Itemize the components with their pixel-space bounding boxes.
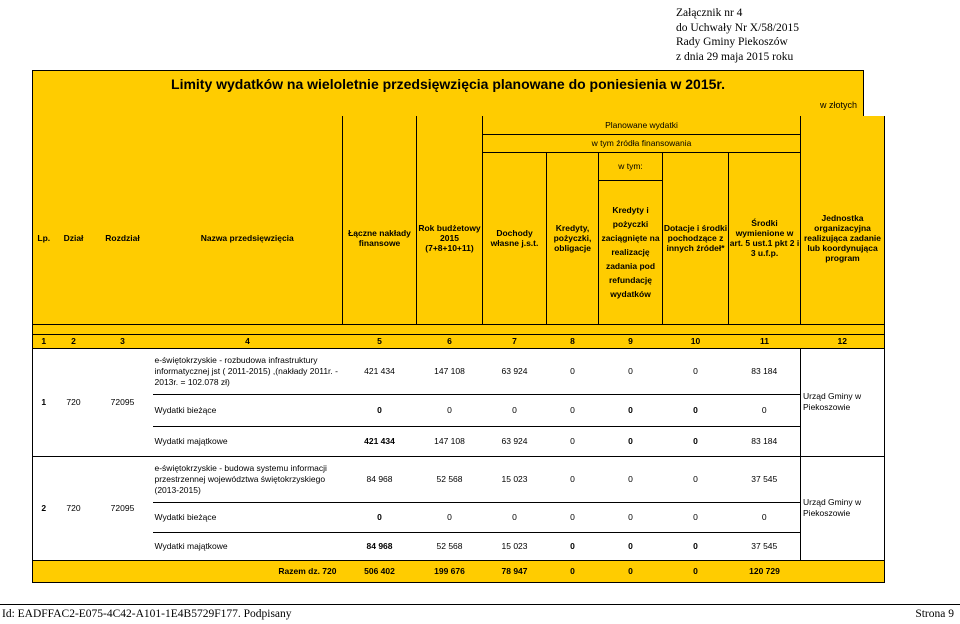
current-expenses-row <box>33 394 885 426</box>
total-kredyty-poz: 0 <box>599 560 663 582</box>
kredyty-poz-cell: 0 <box>599 348 663 394</box>
dzial-cell: 720 <box>55 348 93 456</box>
column-numbers-row <box>33 334 885 348</box>
laczne-cell: 421 434 <box>343 426 417 456</box>
sub-label: Wydatki majątkowe <box>153 426 343 456</box>
rok-cell: 0 <box>417 394 483 426</box>
attachment-note <box>676 6 876 64</box>
rok-cell: 147 108 <box>417 348 483 394</box>
col-dzial: Dział <box>55 152 93 324</box>
resolution-date: z dnia 29 maja 2015 roku <box>676 50 794 63</box>
title-band <box>32 70 864 96</box>
col-number: 7 <box>483 334 547 348</box>
project-row <box>33 456 885 502</box>
col-number: 2 <box>55 334 93 348</box>
dotacje-cell: 0 <box>663 426 729 456</box>
dochody-cell: 63 924 <box>483 348 547 394</box>
col-nazwa: Nazwa przedsięwzięcia <box>153 152 343 324</box>
footer-divider <box>0 604 960 605</box>
total-srodki: 120 729 <box>729 560 801 582</box>
col-w-tym: w tym: <box>599 152 663 180</box>
total-dotacje: 0 <box>663 560 729 582</box>
rozdzial-cell: 72095 <box>93 348 153 456</box>
col-number: 6 <box>417 334 483 348</box>
dochody-cell: 0 <box>483 502 547 532</box>
laczne-cell: 0 <box>343 394 417 426</box>
unit-band <box>32 96 864 116</box>
col-number: 3 <box>93 334 153 348</box>
document-id: Id: EADFFAC2-E075-4C42-A101-1E4B5729F177. Podpisany <box>2 608 292 620</box>
srodki-cell: 83 184 <box>729 426 801 456</box>
kredyty-poz-cell: 0 <box>599 394 663 426</box>
jednostka-cell: Urząd Gminy w Piekoszowie <box>801 456 885 560</box>
sub-label: Wydatki majątkowe <box>153 532 343 560</box>
unit-label: w złotych <box>819 100 857 110</box>
sub-label: Wydatki bieżące <box>153 502 343 532</box>
jednostka-cell: Urząd Gminy w Piekoszowie <box>801 348 885 456</box>
total-label: Razem dz. 720 <box>153 560 343 582</box>
kredyty-poz-cell: 0 <box>599 456 663 502</box>
rok-cell: 52 568 <box>417 532 483 560</box>
total-laczne: 506 402 <box>343 560 417 582</box>
funding-sources-header: w tym źródła finansowania <box>483 134 801 152</box>
srodki-cell: 83 184 <box>729 348 801 394</box>
total-kredyty: 0 <box>547 560 599 582</box>
kredyty-poz-cell: 0 <box>599 426 663 456</box>
col-rozdzial: Rozdział <box>93 152 153 324</box>
srodki-cell: 0 <box>729 502 801 532</box>
dochody-cell: 15 023 <box>483 456 547 502</box>
col-kredyty-pozyczki: Kredyty i pożyczki zaciągnięte na realizację zadania pod refundację wydatków <box>599 180 663 324</box>
kredyty-poz-cell: 0 <box>599 502 663 532</box>
project-name: e-świętokrzyskie - rozbudowa infrastruktury informatycznej jst ( 2011-2015) ,(nakłady 2011r. - 2013r. = 102.078 zł) <box>153 348 343 394</box>
dotacje-cell: 0 <box>663 502 729 532</box>
page-title: Limity wydatków na wieloletnie przedsięwzięcia planowane do poniesienia w 2015r. <box>171 76 725 92</box>
dochody-cell: 15 023 <box>483 532 547 560</box>
project-name: e-świętokrzyskie - budowa systemu informacji przestrzennej województwa świętokrzyskiego (2013-2015) <box>153 456 343 502</box>
dotacje-cell: 0 <box>663 348 729 394</box>
dochody-cell: 63 924 <box>483 426 547 456</box>
col-laczne: Łączne nakłady finansowe <box>343 152 417 324</box>
planned-expenses-header: Planowane wydatki <box>483 116 801 134</box>
property-expenses-row <box>33 426 885 456</box>
lp-cell: 2 <box>33 456 55 560</box>
col-lp: Lp. <box>33 152 55 324</box>
laczne-cell: 0 <box>343 502 417 532</box>
srodki-cell: 0 <box>729 394 801 426</box>
srodki-cell: 37 545 <box>729 456 801 502</box>
rok-cell: 52 568 <box>417 456 483 502</box>
sub-label: Wydatki bieżące <box>153 394 343 426</box>
col-dotacje: Dotacje i środki pochodzące z innych źródeł* <box>663 152 729 324</box>
lp-cell: 1 <box>33 348 55 456</box>
kredyty-cell: 0 <box>547 456 599 502</box>
kredyty-poz-cell: 0 <box>599 532 663 560</box>
dochody-cell: 0 <box>483 394 547 426</box>
col-number: 9 <box>599 334 663 348</box>
srodki-cell: 37 545 <box>729 532 801 560</box>
col-number: 8 <box>547 334 599 348</box>
col-dochody: Dochody własne j.s.t. <box>483 152 547 324</box>
col-number: 4 <box>153 334 343 348</box>
council-name: Rady Gminy Piekoszów <box>676 36 788 48</box>
property-expenses-row <box>33 532 885 560</box>
laczne-cell: 84 968 <box>343 456 417 502</box>
dotacje-cell: 0 <box>663 394 729 426</box>
rok-cell: 0 <box>417 502 483 532</box>
current-expenses-row <box>33 502 885 532</box>
dzial-cell: 720 <box>55 456 93 560</box>
resolution-number: do Uchwały Nr X/58/2015 <box>676 21 799 34</box>
laczne-cell: 84 968 <box>343 532 417 560</box>
page-number: Strona 9 <box>915 608 954 620</box>
col-jednostka: Jednostka organizacyjna realizująca zadanie lub koordynująca program <box>801 152 885 324</box>
limits-table <box>32 116 885 583</box>
kredyty-cell: 0 <box>547 502 599 532</box>
col-rok: Rok budżetowy 2015 (7+8+10+11) <box>417 152 483 324</box>
col-srodki: Środki wymienione w art. 5 ust.1 pkt 2 i 3 u.f.p. <box>729 152 801 324</box>
col-number: 5 <box>343 334 417 348</box>
total-row <box>33 560 885 582</box>
project-row <box>33 348 885 394</box>
laczne-cell: 421 434 <box>343 348 417 394</box>
kredyty-cell: 0 <box>547 348 599 394</box>
total-dochody: 78 947 <box>483 560 547 582</box>
kredyty-cell: 0 <box>547 532 599 560</box>
col-number: 1 <box>33 334 55 348</box>
kredyty-cell: 0 <box>547 426 599 456</box>
rozdzial-cell: 72095 <box>93 456 153 560</box>
kredyty-cell: 0 <box>547 394 599 426</box>
rok-cell: 147 108 <box>417 426 483 456</box>
total-rok: 199 676 <box>417 560 483 582</box>
col-kredyty: Kredyty, pożyczki, obligacje <box>547 152 599 324</box>
dotacje-cell: 0 <box>663 456 729 502</box>
attachment-number: Załącznik nr 4 <box>676 7 743 19</box>
col-number: 10 <box>663 334 729 348</box>
col-number: 11 <box>729 334 801 348</box>
col-number: 12 <box>801 334 885 348</box>
dotacje-cell: 0 <box>663 532 729 560</box>
